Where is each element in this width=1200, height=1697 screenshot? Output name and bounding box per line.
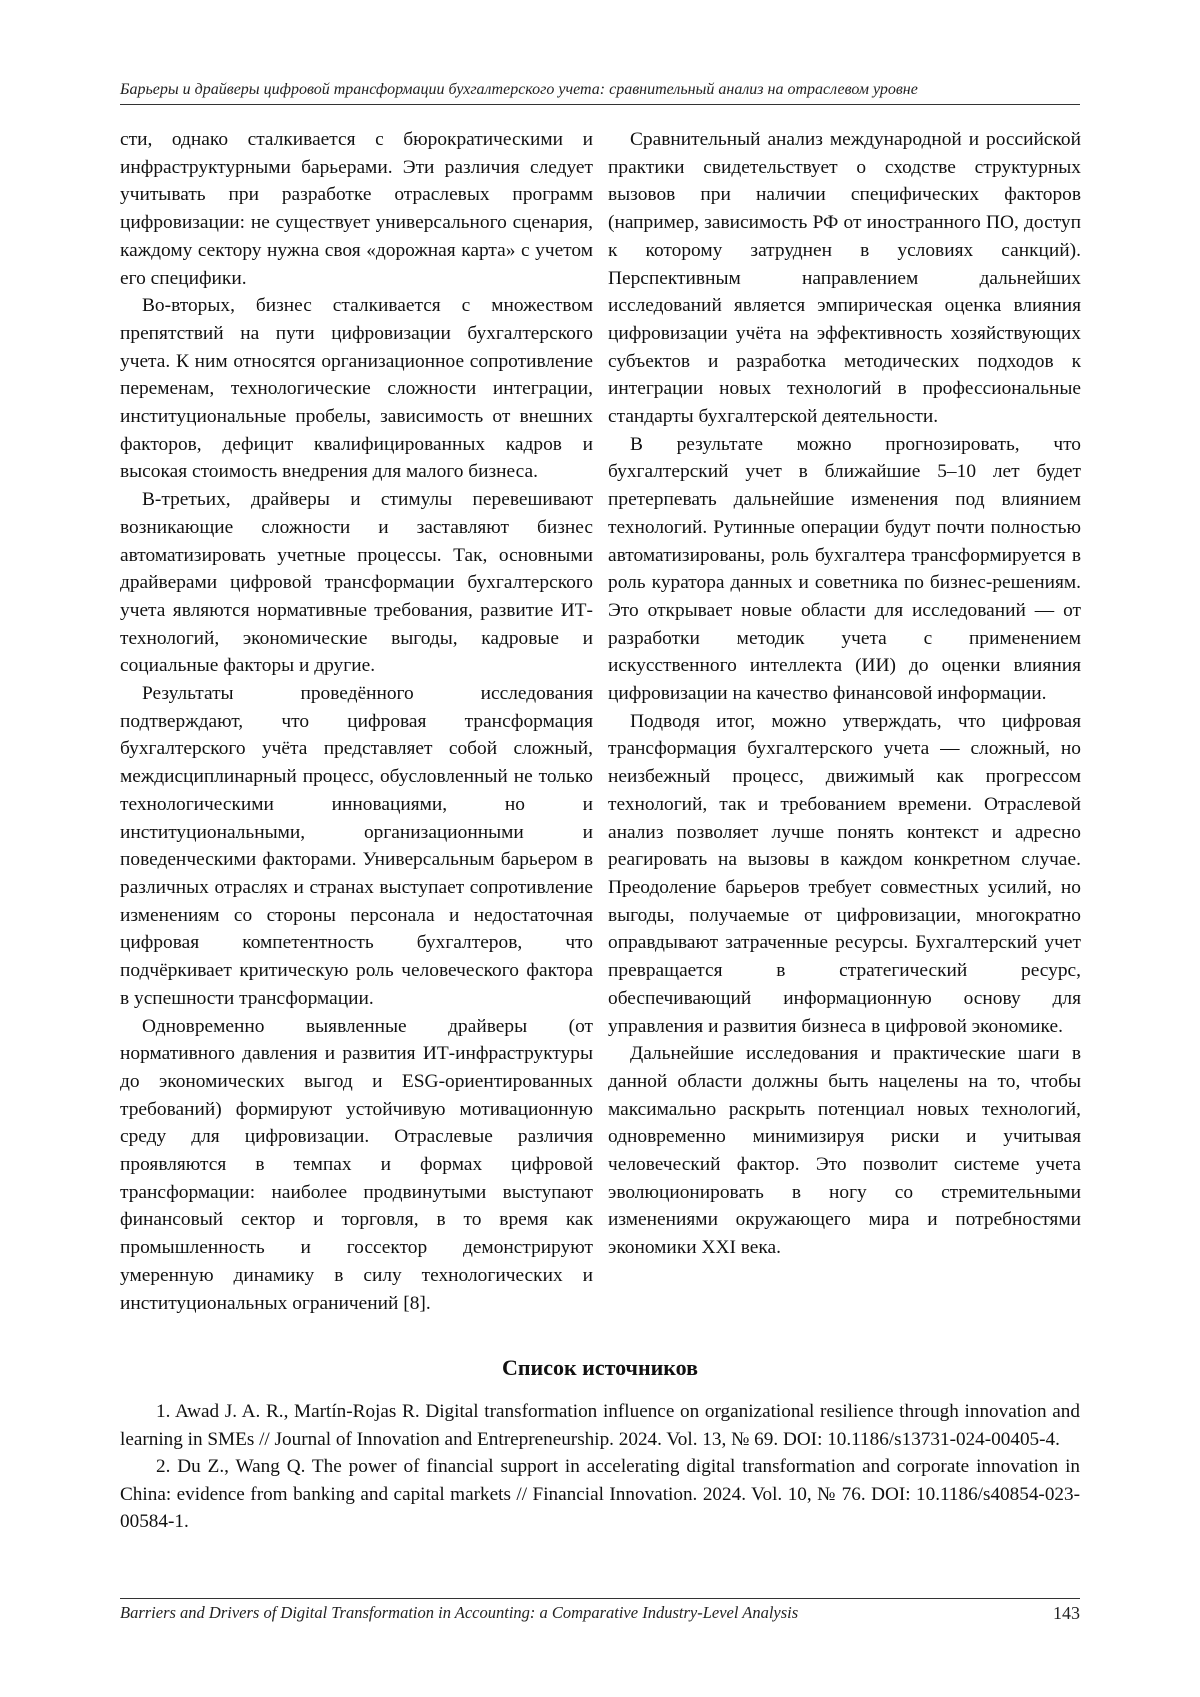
reference-item: 2. Du Z., Wang Q. The power of financial support in accelerating digital transformation and corporate innovation in China: evidence from banking and capital markets // Financial Innovation. 2024. Vol. 10, № 76. DOI: 10.1186/s40854-023-00584-1.	[120, 1456, 1080, 1533]
paragraph: Подводя итог, можно утверждать, что цифровая трансформация бухгалтерского учета — сложный, но неизбежный процесс, движимый как прогрессом технологий, так и требованием времени. Отраслевой анализ позволяет лучше понять контекст и адресно реагировать на вызовы в каждом конкретном случае. Преодоление барьеров требует совместных усилий, но выгоды, получаемые от цифровизации, многократно оправдывают затраченные ресурсы. Бухгалтерский учет превращается в стратегический ресурс, обеспечивающий информационную основу для управления и развития бизнеса в цифровой экономике.	[608, 710, 1081, 1037]
paragraph: Одновременно выявленные драйверы (от нормативного давления и развития ИТ-инфраструктуры до экономических выгод и ESG-ориентированных требований) формируют устойчивую мотивационную среду для цифровизации. Отраслевые различия проявляются в темпах и формах цифровой трансформации: наиболее продвинутыми выступают финансовый сектор и торговля, в то время как промышленность и госсектор демонстрируют умеренную динамику в силу технологических и институциональных ограничений [8].	[120, 1015, 593, 1314]
footer-rule	[120, 1598, 1080, 1599]
paragraph: В результате можно прогнозировать, что бухгалтерский учет в ближайшие 5–10 лет будет претерпевать дальнейшие изменения под влиянием технологий. Рутинные операции будут почти полностью автоматизированы, роль бухгалтера трансформируется в роль куратора данных и советника по бизнес-решениям. Это открывает новые области для исследований — от разработки методик учета с применением искусственного интеллекта (ИИ) до оценки влияния цифровизации на качество финансовой информации.	[608, 433, 1081, 705]
right-column	[608, 126, 1081, 1262]
paragraph-continuation: сти, однако сталкивается с бюрократическими и инфраструктурными барьерами. Эти различия следует учитывать при разработке отраслевых программ цифровизации: не существует универсального сценария, каждому сектору нужна своя «дорожная карта» с учетом его специфики.	[120, 129, 593, 289]
references-list	[120, 1398, 1080, 1536]
footer-english-title: Barriers and Drivers of Digital Transformation in Accounting: a Comparative Industry-Level Analysis	[120, 1603, 799, 1622]
paragraph: В-третьих, драйверы и стимулы перевешивают возникающие сложности и заставляют бизнес автоматизировать учетные процессы. Так, основными драйверами цифровой трансформации бухгалтерского учета являются нормативные требования, развитие ИТ-технологий, экономические выгоды, кадровые и социальные факторы и другие.	[120, 489, 593, 677]
reference-item: 1. Awad J. A. R., Martín-Rojas R. Digital transformation influence on organizational resilience through innovation and learning in SMEs // Journal of Innovation and Entrepreneurship. 2024. Vol. 13, № 69. DOI: 10.1186/s13731-024-00405-4.	[120, 1401, 1080, 1450]
paragraph: Во-вторых, бизнес сталкивается с множеством препятствий на пути цифровизации бухгалтерского учета. К ним относятся организационное сопротивление переменам, технологические сложности интеграции, институциональные пробелы, зависимость от внешних факторов, дефицит квалифицированных кадров и высокая стоимость внедрения для малого бизнеса.	[120, 295, 593, 483]
page-number: 143	[1053, 1603, 1080, 1623]
left-column	[120, 126, 593, 1317]
paragraph: Сравнительный анализ международной и российской практики свидетельствует о сходстве структурных вызовов при наличии специфических факторов (например, зависимость РФ от иностранного ПО, доступ к которому затруднен в условиях санкций). Перспективным направлением дальнейших исследований является эмпирическая оценка влияния цифровизации учёта на эффективность хозяйствующих субъектов и разработка методических подходов к интеграции новых технологий в профессиональные стандарты бухгалтерской деятельности.	[608, 129, 1081, 428]
paragraph: Результаты проведённого исследования подтверждают, что цифровая трансформация бухгалтерского учёта представляет собой сложный, междисциплинарный процесс, обусловленный не только технологическими инновациями, но и институциональными, организационными и поведенческими факторами. Универсальным барьером в различных отраслях и странах выступает сопротивление изменениям со стороны персонала и недостаточная цифровая компетентность бухгалтеров, что подчёркивает критическую роль человеческого фактора в успешности трансформации.	[120, 683, 593, 1009]
running-header-title: Барьеры и драйверы цифровой трансформации бухгалтерского учета: сравнительный анализ на отраслевом уровне	[120, 81, 918, 98]
paragraph: Дальнейшие исследования и практические шаги в данной области должны быть нацелены на то, чтобы максимально раскрыть потенциал новых технологий, одновременно минимизируя риски и учитывая человеческий фактор. Это позволит системе учета эволюционировать в ногу со стремительными изменениями окружающего мира и потребностями экономики XXI века.	[608, 1043, 1081, 1259]
header-rule	[120, 104, 1080, 105]
references-heading: Список источников	[501, 1355, 699, 1380]
